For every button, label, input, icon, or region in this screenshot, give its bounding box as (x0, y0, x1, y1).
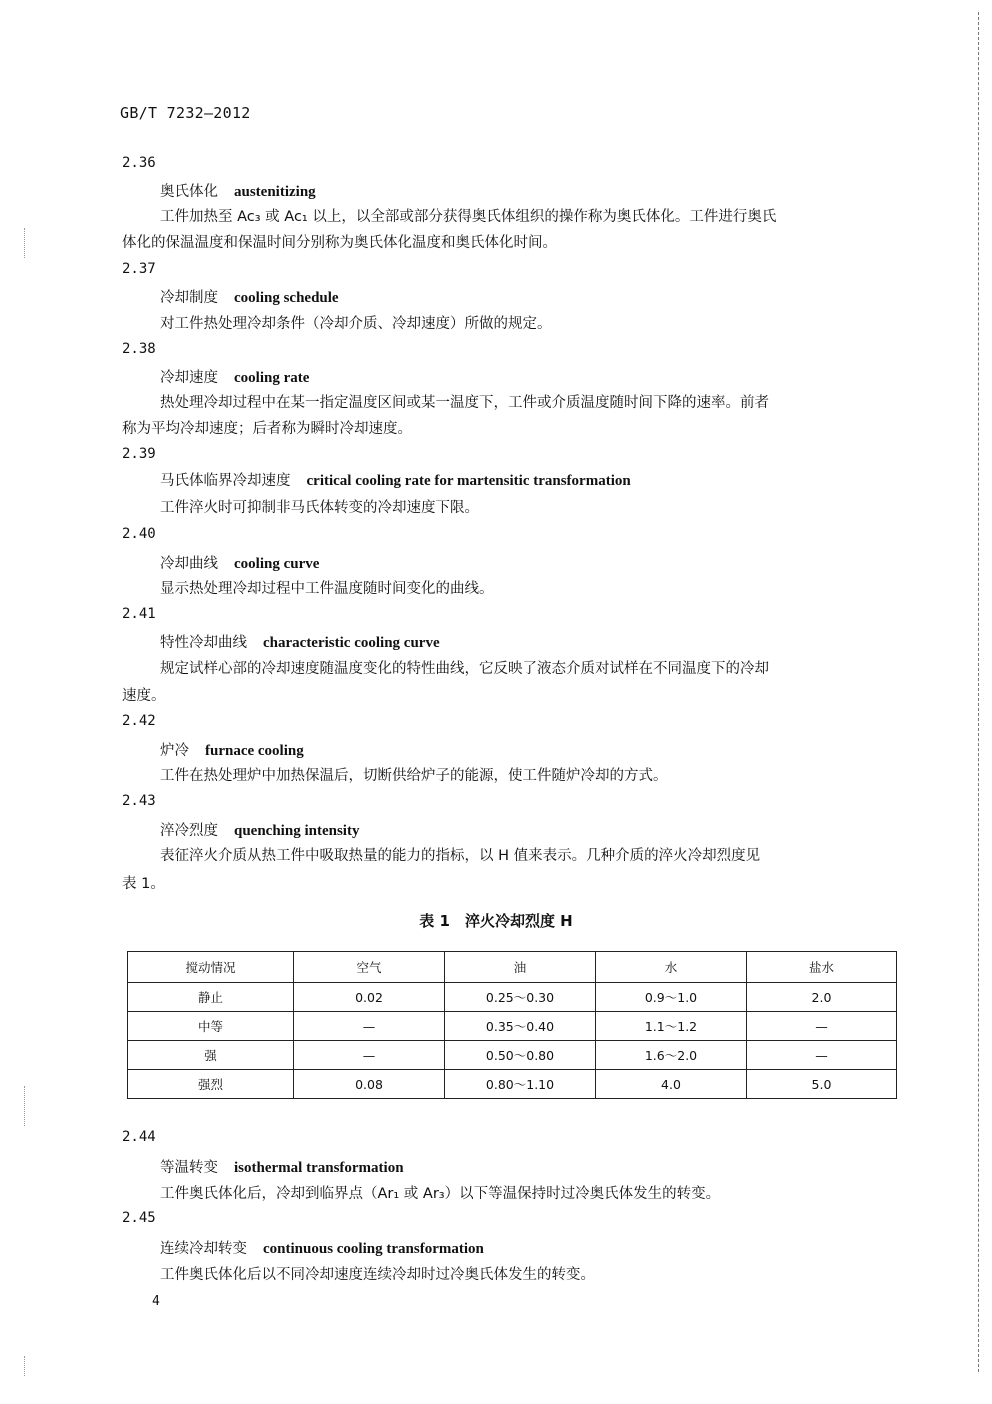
term-title (160, 631, 440, 652)
table-cell: 0.9～1.0 (596, 983, 747, 1012)
term-title (160, 1156, 404, 1177)
term-en: characteristic cooling curve (263, 635, 440, 651)
table-cell: 静止 (128, 983, 294, 1012)
scan-mark (24, 228, 25, 258)
section-number: 2.44 (122, 1129, 156, 1145)
table-header-cell: 水 (596, 952, 747, 983)
section-number: 2.45 (122, 1210, 156, 1226)
definition-line: 工件淬火时可抑制非马氏体转变的冷却速度下限。 (160, 500, 479, 516)
term-en: critical cooling rate for martensitic transformation (306, 473, 631, 489)
term-en: cooling curve (234, 556, 320, 572)
term-zh: 淬冷烈度 (160, 823, 218, 839)
table-row (128, 1041, 897, 1070)
section-number: 2.38 (122, 341, 156, 357)
term-zh: 等温转变 (160, 1160, 218, 1176)
term-en: austenitizing (234, 184, 316, 200)
term-zh: 连续冷却转变 (160, 1241, 247, 1257)
table-cell: — (747, 1041, 897, 1070)
definition-line: 热处理冷却过程中在某一指定温度区间或某一温度下，工件或介质温度随时间下降的速率。前者 (160, 395, 769, 411)
term-en: cooling rate (234, 370, 310, 386)
table-cell: 强 (128, 1041, 294, 1070)
table-cell: 2.0 (747, 983, 897, 1012)
definition-line: 表征淬火介质从热工件中吸取热量的能力的指标，以 H 值来表示。几种介质的淬火冷却烈度见 (160, 848, 761, 864)
table-header-cell: 盐水 (747, 952, 897, 983)
term-en: isothermal transformation (234, 1160, 404, 1176)
binding-margin-line (978, 12, 979, 1372)
definition-line: 表 1。 (122, 876, 165, 892)
table-row (128, 1012, 897, 1041)
term-en: furnace cooling (205, 743, 304, 759)
table-header-cell: 搅动情况 (128, 952, 294, 983)
definition-line: 速度。 (122, 688, 166, 704)
definition-line: 工件在热处理炉中加热保温后，切断供给炉子的能源，使工件随炉冷却的方式。 (160, 768, 668, 784)
term-title (160, 366, 309, 387)
table-cell: 0.35～0.40 (445, 1012, 596, 1041)
table-header-cell: 空气 (294, 952, 445, 983)
table-header-cell: 油 (445, 952, 596, 983)
definition-line: 工件加热至 Ac₃ 或 Ac₁ 以上，以全部或部分获得奥氏体组织的操作称为奥氏体化。工件进行奥氏 (160, 209, 777, 225)
table-cell: 0.50～0.80 (445, 1041, 596, 1070)
table-cell: 中等 (128, 1012, 294, 1041)
section-number: 2.36 (122, 155, 156, 171)
table-cell: 4.0 (596, 1070, 747, 1099)
term-title (160, 739, 304, 760)
section-number: 2.40 (122, 526, 156, 542)
term-zh: 炉冷 (160, 743, 189, 759)
section-number: 2.43 (122, 793, 156, 809)
definition-line: 工件奥氏体化后，冷却到临界点（Ar₁ 或 Ar₃）以下等温保持时过冷奥氏体发生的转变。 (160, 1186, 721, 1202)
section-number: 2.37 (122, 261, 156, 277)
definition-line: 对工件热处理冷却条件（冷却介质、冷却速度）所做的规定。 (160, 316, 552, 332)
table-cell: 1.1～1.2 (596, 1012, 747, 1041)
term-zh: 冷却制度 (160, 290, 218, 306)
table-cell: 0.80～1.10 (445, 1070, 596, 1099)
scan-mark (24, 1086, 25, 1126)
term-zh: 特性冷却曲线 (160, 635, 247, 651)
term-en: cooling schedule (234, 290, 339, 306)
table-cell: 强烈 (128, 1070, 294, 1099)
term-en: quenching intensity (234, 823, 360, 839)
table-cell: 0.02 (294, 983, 445, 1012)
table-row (128, 983, 897, 1012)
term-title (160, 1237, 484, 1258)
term-title (160, 286, 339, 307)
term-zh: 冷却速度 (160, 370, 218, 386)
term-title (160, 552, 319, 573)
term-title (160, 819, 359, 840)
standard-header: GB/T 7232—2012 (120, 104, 251, 122)
definition-line: 规定试样心部的冷却速度随温度变化的特性曲线，它反映了液态介质对试样在不同温度下的冷却 (160, 661, 769, 677)
section-number: 2.39 (122, 446, 156, 462)
term-title (160, 180, 316, 201)
table-cell: — (294, 1041, 445, 1070)
table-header-row (128, 952, 897, 983)
term-title (160, 469, 631, 490)
table-cell: 1.6～2.0 (596, 1041, 747, 1070)
section-number: 2.41 (122, 606, 156, 622)
table-cell: 0.08 (294, 1070, 445, 1099)
definition-line: 工件奥氏体化后以不同冷却速度连续冷却时过冷奥氏体发生的转变。 (160, 1267, 595, 1283)
table-cell: — (294, 1012, 445, 1041)
definition-line: 显示热处理冷却过程中工件温度随时间变化的曲线。 (160, 581, 494, 597)
definition-line: 称为平均冷却速度；后者称为瞬时冷却速度。 (122, 421, 412, 437)
term-zh: 马氏体临界冷却速度 (160, 473, 291, 489)
scan-mark (24, 1356, 25, 1376)
term-zh: 奥氏体化 (160, 184, 218, 200)
table-cell: 0.25～0.30 (445, 983, 596, 1012)
table-caption: 表 1 淬火冷却烈度 H (419, 912, 573, 930)
table-row (128, 1070, 897, 1099)
term-zh: 冷却曲线 (160, 556, 218, 572)
definition-line: 体化的保温温度和保温时间分别称为奥氏体化温度和奥氏体化时间。 (122, 235, 557, 251)
page-number: 4 (152, 1294, 160, 1309)
table-cell: — (747, 1012, 897, 1041)
quench-intensity-table (127, 951, 897, 1099)
section-number: 2.42 (122, 713, 156, 729)
table-cell: 5.0 (747, 1070, 897, 1099)
term-en: continuous cooling transformation (263, 1241, 484, 1257)
